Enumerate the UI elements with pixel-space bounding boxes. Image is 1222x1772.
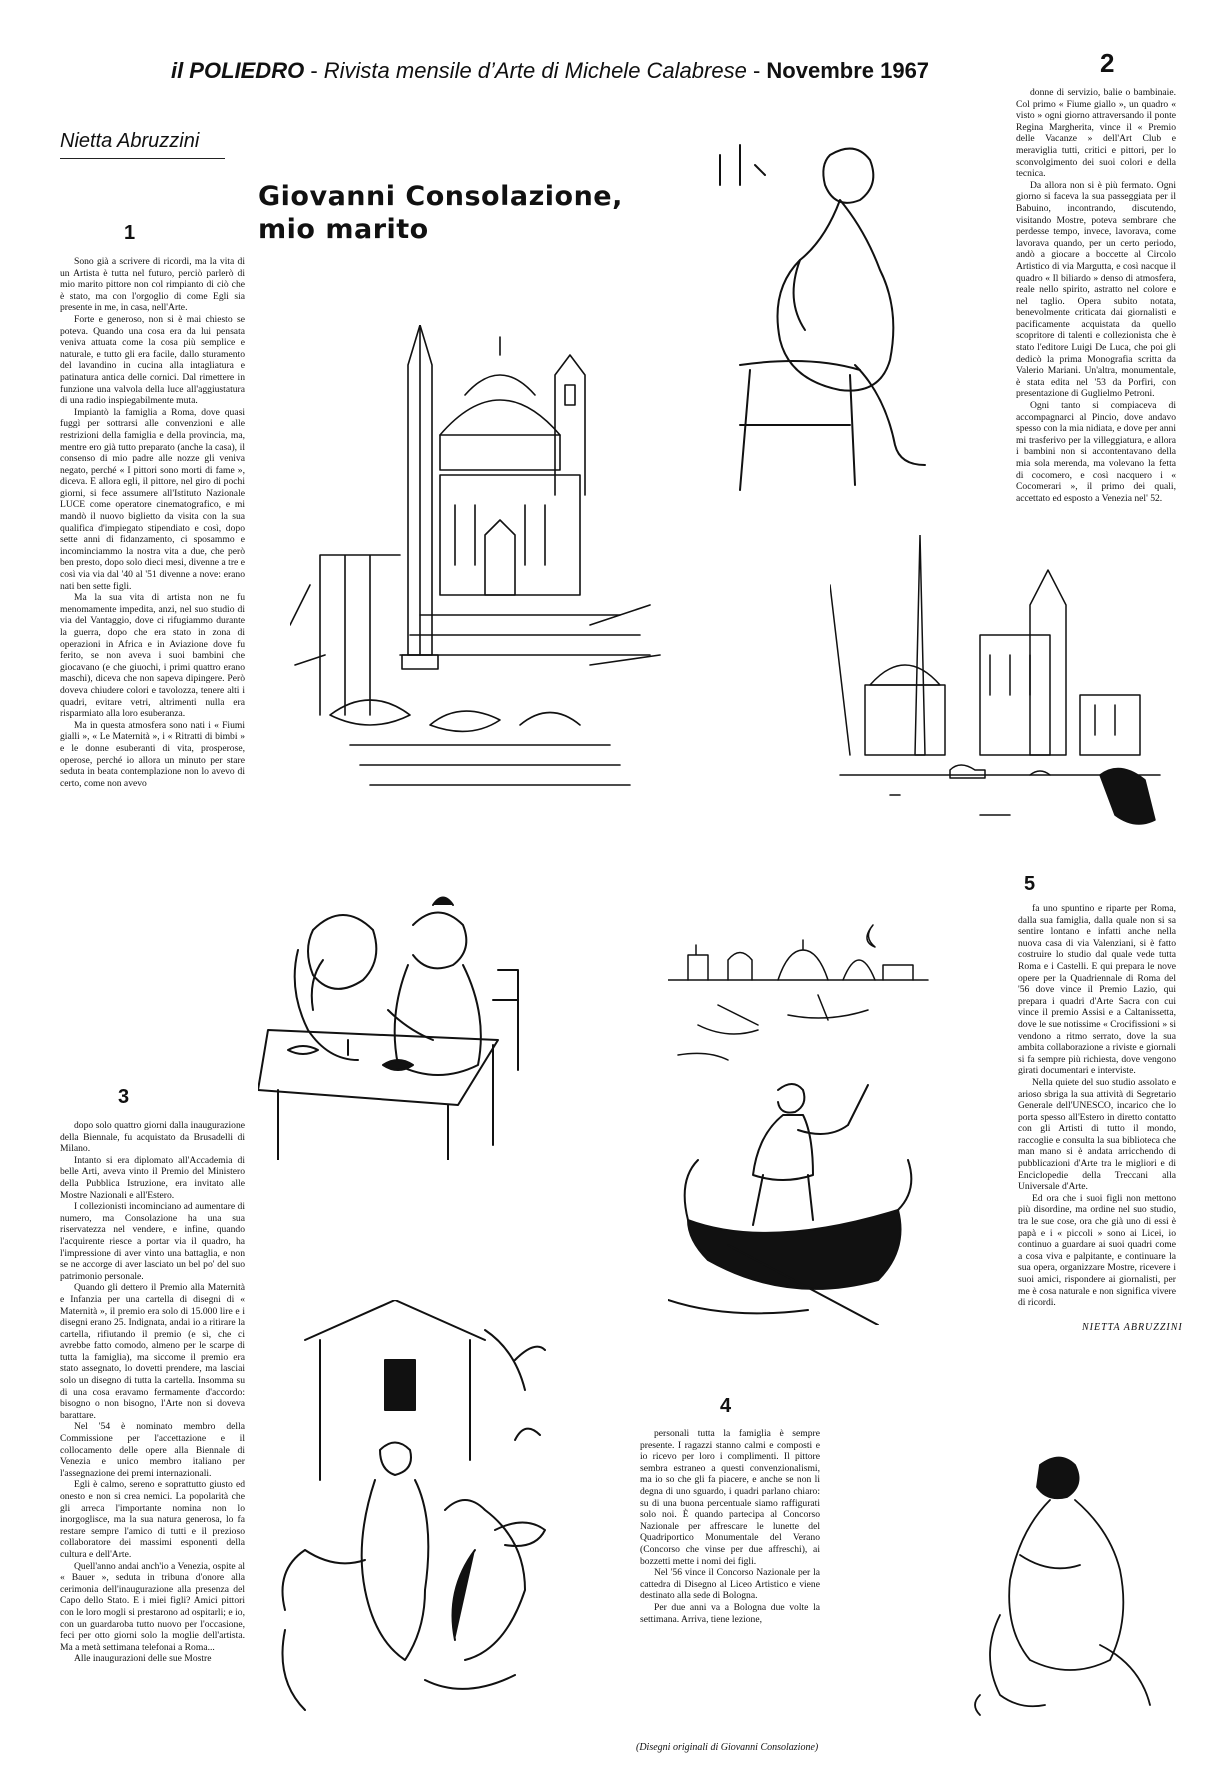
seated-nude-drawing <box>680 135 930 505</box>
paragraph: donne di servizio, balie o bambinaie. Col primo « Fiume giallo », un quadro « visto » ogni giorno attraversando il ponte Regina Margherita, vince il « Premio delle Vacanze » dell'Art Club e meraviglia tutti, critici e pittori, per lo sconvolgimento dei suoi colori e della tecnica. <box>1016 87 1176 180</box>
section-number-3: 3 <box>118 1086 130 1108</box>
paragraph: Nel '56 vince il Concorso Nazionale per la cattedra di Disegno al Liceo Artistico e viene destinato alla sede di Bologna. <box>640 1567 820 1602</box>
section-number-1: 1 <box>124 222 136 244</box>
page-number: 2 <box>1100 48 1115 78</box>
women-at-table-drawing <box>258 890 548 1160</box>
text-column-1 <box>60 256 245 888</box>
section-number-4: 4 <box>720 1395 732 1417</box>
paragraph: Forte e generoso, non si è mai chiesto se poteva. Quando una cosa era da lui pensata veniva attuata come la cosa più semplice e naturale, e tutto gli era facile, dallo sturamento del lavandino in cucina alla intagliatura e patinatura antica delle cornici. Dal rimettere in funzione una valvola della luce all'aggiustatura di una radio inspiegabilmente muta. <box>60 313 245 407</box>
paragraph: Quando gli dettero il Premio alla Maternità e Infanzia per una cartella di disegni di « Maternità », il premio era solo di 15.000 lire e i disegni erano 25. Indignata, andai io a ritirare la cartella, rifiutando il premio (e sì, che ci avrebbe fatto comodo, almeno per le scarpe di tutta la famiglia), ma siccome il premio era stato assegnato, lo dovetti prendere, ma lasciai solo un disegno di tutta la cartella. Insomma su di una cosa eravamo fermamente d'accordo: bisogno o non bisogno, l'Arte non si doveva barattare. <box>60 1282 245 1421</box>
paragraph: Quell'anno andai anch'io a Venezia, ospite al « Bauer », seduta in tribuna d'onore alla cerimonia dell'inaugurazione alla presenza del Capo dello Stato. E i miei figli? Amici pittori con le loro mogli si prestarono ad ospitarli; e io, con un guardaroba tutto nuovo per l'occasione, feci per otto giorni solo la moglie dell'artista. Ma a metà settimana telefonai a Roma... <box>60 1560 245 1653</box>
masthead <box>0 58 1100 84</box>
piazza-del-popolo-drawing <box>830 535 1170 835</box>
paragraph: Nel '54 è nominato membro della Commissione per l'accettazione e il collocamento delle opere alla Biennale di Venezia e unico membro italiano per l'assegnazione dei premi internazionali. <box>60 1421 245 1479</box>
paragraph: Ed ora che i suoi figli non mettono più disordine, ma ordine nel suo studio, tra le sue cose, ora che già uno di essi è papà e i « piccoli » sono ai Licei, io continuo a guardare ai suoi quadri come a cosa viva e palpitante, e continuare la sua opera, organizzare Mostre, ricevere i suoi amici, rispondere ai giornalisti, per me è cosa naturale e non significa vivere di ricordi. <box>1018 1192 1176 1309</box>
masthead-separator: - <box>304 58 324 83</box>
section-number-5: 5 <box>1024 873 1036 895</box>
paragraph: dopo solo quattro giorni dalla inaugurazione della Biennale, fu acquistato da Brusadelli di Milano. <box>60 1120 245 1155</box>
issue-date: Novembre 1967 <box>766 58 930 83</box>
paragraph: Ma la sua vita di artista non ne fu menomamente impedita, anzi, nel suo studio di via del Vantaggio, dove ci rifugiammo durante la guerra, dopo che era stato in zona di operazioni in Africa e in Aviazione dove fu ferito, se non aveva i suoi bambini che giocavano (e che giuochi, i primi quattro erano maschi), diceva che non sapeva dipingere. Però doveva chiudere colori e tavolozza, tenere alti i quadri, evitare vetri, altrimenti nulla era risparmiato alla loro esuberanza. <box>60 592 245 720</box>
paragraph: Sono già a scrivere di ricordi, ma la vita di un Artista è tutta nel futuro, perciò parlerò di mio marito pittore non col rimpianto di ciò che è stato, ma con l'orgoglio di come Egli sia presente in me, in casa, nell'Arte. <box>60 256 245 314</box>
paragraph: Ma in questa atmosfera sono nati i « Fiumi gialli », « Le Maternità », i « Ritratti di bimbi » e le donne esuberanti di vita, prosperose, operose, perché io allora un minuto per stare seduta in beata contemplazione non lo avevo di certo, come non avevo <box>60 719 245 789</box>
magazine-name: il POLIEDRO <box>170 58 305 83</box>
text-column-5 <box>1018 903 1176 1318</box>
paragraph: Ogni tanto si compiaceva di accompagnarci al Pincio, dove andavo spesso con la mia nidiata, e dove per anni mi trasferivo per la villeggiatura, e allora i bambini non si accontentavano della mia sola merenda, ma volevano la fetta di cocomero, e così nacquero i « Cocomerari », il primo dei quali, accettato ed esposto a Venezia nel' 52. <box>1016 400 1176 504</box>
paragraph: Da allora non si è più fermato. Ogni giorno si faceva la sua passeggiata per il Babuino, incontrando, discutendo, visitando Mostre, poteva sembrare che perdesse tempo, invece, lavorava, come lavorava quando, per un certo periodo, andò a giocare a boccette al Circolo Artistico di via Margutta, e così nacque il quadro « Il biliardo » denso di atmosfera, reale nello spirito, astratto nel colore e nel taglio. Opera subito notata, benevolmente criticata dai giornalisti e pacificamente acquistata da quello scopritore di talenti e collezionista che è stato l'editore Luigi De Luca, che poi gli dedicò la prima Monografia scritta da Valerio Mariani. Un'altra, monumentale, è stata edita nel '53 da Porfiri, con presentazione di Guglielmo Petroni. <box>1016 179 1176 400</box>
text-column-4 <box>640 1428 820 1640</box>
paragraph: Impiantò la famiglia a Roma, dove quasi fuggì per sottrarsi alle convenzioni e alle restrizioni della famiglia e della provincia, ma, mentre ero già tutto preparato (anche la casa), il consenso di mio padre alle nozze gli veniva negato, perché « I pittori sono morti di fame », diceva. E allora egli, il pittore, nel giro di pochi giorni, si fece assumere all'Istituto Nazionale LUCE come operatore cinematografico, e mi mandò il nuovo biglietto da visita con la sua qualifica d'impiegato stipendiato e così, dopo sette anni di fidanzamento, ci sposammo e incominciammo la nostra vita a due, che però ben presto, dopo solo dieci mesi, divenne a tre e così via via dal '40 al '51 divenne a nove: erano nati ben sette figli. <box>60 406 245 592</box>
article-headline: Giovanni Consolazione, mio marito <box>258 181 623 245</box>
gondolier-drawing <box>668 1070 938 1325</box>
family-scene-drawing <box>265 1300 555 1720</box>
magazine-subtitle: Rivista mensile d’Arte di Michele Calabrese <box>323 58 747 83</box>
text-column-3 <box>60 1120 245 1750</box>
author-divider <box>60 158 225 159</box>
paragraph: Per due anni va a Bologna due volte la settimana. Arriva, tiene lezione, <box>640 1601 820 1625</box>
author-name: Nietta Abruzzini <box>60 130 200 152</box>
paragraph: I collezionisti incominciano ad aumentare di numero, ma Consolazione ha una sua riservatezza nel vendere, e infine, quando l'acquirente riesce a portar via il quadro, ha l'impressione di aver vinto una battaglia, e non se ne accorge di aver lasciato un bel po' del suo patrimonio personale. <box>60 1201 245 1282</box>
paragraph: Alle inaugurazioni delle sue Mostre <box>74 1653 212 1665</box>
drawings-caption: (Disegni originali di Giovanni Consolazione) <box>636 1742 819 1753</box>
paragraph: Intanto si era diplomato all'Accademia di belle Arti, aveva vinto il Premio del Ministero della Pubblica Istruzione, era invitato alle Mostre Nazionali e all'Estero. <box>60 1154 245 1201</box>
piazza-church-drawing <box>290 325 680 790</box>
author-signature: NIETTA ABRUZZINI <box>1082 1322 1183 1333</box>
text-column-2 <box>1016 87 1176 507</box>
paragraph: Nella quiete del suo studio assolato e arioso sbriga la sua attività di Segretario Generale dell'UNESCO, incarico che lo porta spesso all'Estero in diretto contatto con gli Artisti di tutto il mondo, raccoglie e consulta la sua biblioteca che man mano si è andata arricchendo di pubblicazioni d'Arte tra le migliori e di Enciclopedie della Treccani alla Universale d'Arte. <box>1018 1076 1176 1193</box>
crouching-nude-drawing <box>960 1445 1160 1720</box>
paragraph: Egli è calmo, sereno e soprattutto giusto ed onesto e non si crea nemici. La popolarità che gli arreca l'importante nomina non lo inorgoglisce, ma la sua natura generosa, lo fa restare sempre l'amico di tutti e il prezioso collaboratore dei massimi esponenti della cultura e dell'Arte. <box>60 1479 245 1560</box>
masthead-separator: - <box>746 58 767 83</box>
paragraph: personali tutta la famiglia è sempre presente. I ragazzi stanno calmi e composti e io ricevo per loro i complimenti. Il pittore sembra estraneo a questi convenzionalismi, ma io so che gli fa piacere, e anche se non li degna di uno sguardo, i quadri parlano chiaro: su di una buona percentuale siamo raffigurati solo noi. È quando partecipa al Concorso Nazionale per affrescare le lunette del Quadriportico Monumentale del Verano (Concorso che vinse per due affreschi), ai bozzetti mette i nomi dei figli. <box>640 1428 820 1567</box>
venice-lagoon-drawing <box>668 915 938 1065</box>
paragraph: fa uno spuntino e riparte per Roma, dalla sua famiglia, dalla quale non si sa sentire lontano e infatti anche nella nuova casa di via Valenziani, si è fatto costruire lo studio dal quale vede tutta Roma e i Castelli. E qui prepara le nove opere per la Quadriennale di Roma del '56 dove vince il Premio Lazio, qui prepara i quadri d'Arte Sacra con cui vince il premio Assisi e a Caltanissetta, dove le sue notissime « Crocifissioni » si vendono a ritmo serrato, dove la sua ambita collaborazione a riviste e giornali si fa sempre più richiesta, dove vengono girati documentari e interviste. <box>1018 903 1176 1077</box>
